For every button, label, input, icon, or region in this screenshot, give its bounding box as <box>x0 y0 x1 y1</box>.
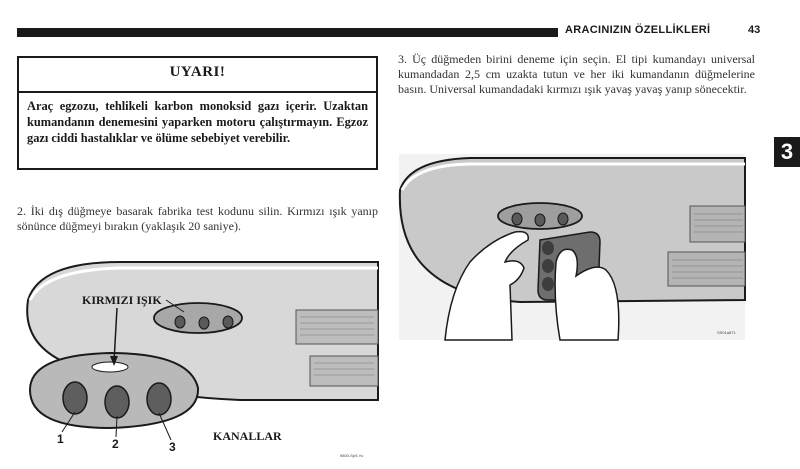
chapter-tab: 3 <box>774 137 800 167</box>
warning-title: UYARI! <box>169 64 226 80</box>
step-2-text: 2. İki dış düğmeye basarak fabrika test kodunu silin. Kırmızı ışık yanıp sönünce düğmeyi bırakın (yaklaşık 20 saniye). <box>17 204 378 233</box>
figure-left-code: 9800-Sp9-Yu <box>340 453 364 458</box>
warning-text: Araç egzozu, tehlikeli karbon monoksid gazı içerir. Uzaktan kumandanın denemesini yaparken motoru çalıştırmayın. Egzoz gazı ciddi hastalıklar ve ölüme sebebiyet verebilir. <box>27 99 368 145</box>
left-visor-illustration <box>27 262 378 440</box>
button-number-2: 2 <box>112 437 119 451</box>
button-number-3: 3 <box>169 440 176 454</box>
step-3-text: 3. Üç düğmeden birini deneme için seçin. El tipi kumandayı universal kumandadan 2,5 cm uzakta tutun ve her iki kumandanın düğmelerine basın. Universal kumandadaki kırmızı ışık yavaş yavaş yanıp sönecektir. <box>398 52 755 96</box>
channels-label: KANALLAR <box>213 429 282 443</box>
red-light-label: KIRMIZI IŞIK <box>82 293 162 307</box>
page-number: 43 <box>748 24 761 36</box>
header-title: ARACINIZIN ÖZELLİKLERİ <box>565 24 711 36</box>
button-number-1: 1 <box>57 432 64 446</box>
right-visor-illustration <box>399 154 745 340</box>
figure-right-code: SS01a871 <box>717 330 736 335</box>
